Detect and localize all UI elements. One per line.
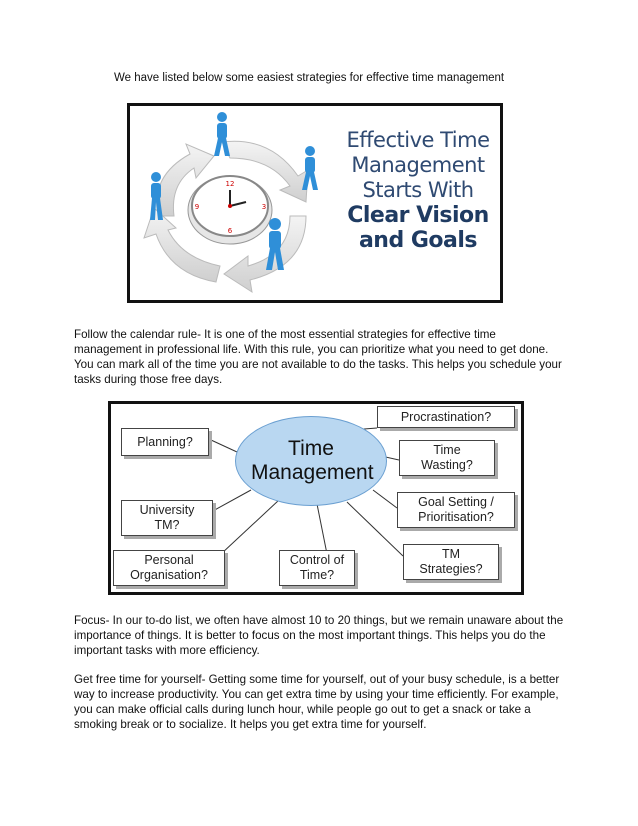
time-management-illustration <box>127 103 503 303</box>
node-goal-setting: Goal Setting / Prioritisation? <box>397 492 515 528</box>
caption-line-1: Effective Time <box>346 128 490 152</box>
node-control-of-time: Control of Time? <box>279 550 355 586</box>
svg-text:6: 6 <box>227 227 233 235</box>
time-management-center: Time Management <box>235 416 387 506</box>
figure-caption-text <box>338 128 498 253</box>
node-procrastination: Procrastination? <box>377 406 515 428</box>
time-management-mind-map <box>108 401 524 595</box>
svg-text:9: 9 <box>194 203 200 211</box>
node-university-tm: University TM? <box>121 500 213 536</box>
clock-arrows-graphic <box>130 106 330 300</box>
caption-line-3: Starts With <box>362 178 474 202</box>
paragraph-calendar-rule: Follow the calendar rule- It is one of the most essential strategies for effective time management in professional life. With this rule, you can prioritize what you need to get done. You can mark all of the time you are not available to do the tasks. This helps you schedule your tasks during those free days. <box>74 328 562 386</box>
paragraph-focus: Focus- In our to-do list, we often have almost 10 to 20 things, but we remain unaware about the importance of things. It is better to focus on the most important things. This helps you do the important tasks with more efficiency. <box>74 614 564 657</box>
node-planning: Planning? <box>121 428 209 456</box>
caption-line-4: Clear Vision <box>347 203 489 228</box>
clock-icon <box>188 176 272 244</box>
caption-line-5: and Goals <box>358 228 478 253</box>
paragraph-free-time: Get free time for yourself- Getting some time for yourself, out of your busy schedule, is a better way to increase productivity. You can get extra time by using your time efficiently. For example, you can make official calls during lunch hour, while people go out to get a snack or take a smoking break or to socialize. It helps you get extra time for yourself. <box>74 673 560 731</box>
svg-text:12: 12 <box>225 180 235 188</box>
intro-text: We have listed below some easiest strategies for effective time management <box>114 72 505 84</box>
caption-line-2: Management <box>351 153 485 177</box>
node-personal-organisation: Personal Organisation? <box>113 550 225 586</box>
node-tm-strategies: TM Strategies? <box>403 544 499 580</box>
node-time-wasting: Time Wasting? <box>399 440 495 476</box>
svg-text:3: 3 <box>261 203 267 211</box>
